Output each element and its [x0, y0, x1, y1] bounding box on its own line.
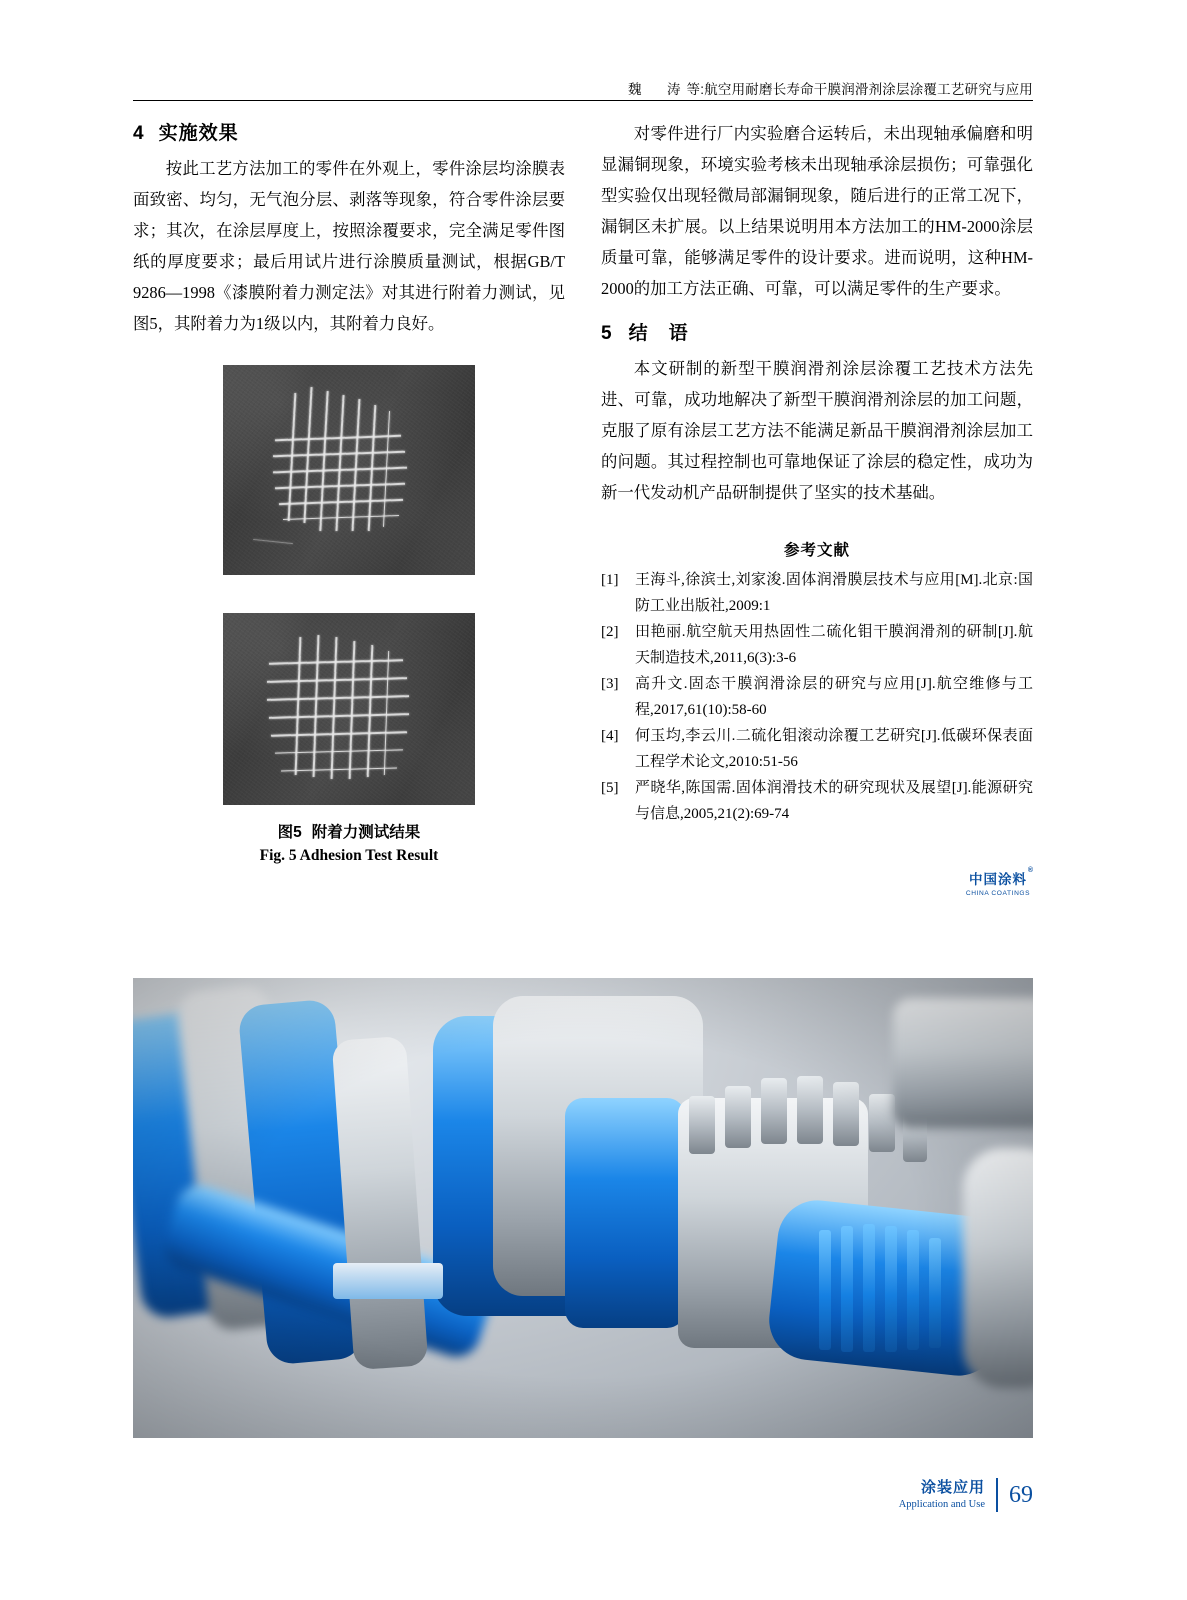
section-title-5: 结 语 — [628, 323, 689, 344]
paragraph-implementation-effect: 按此工艺方法加工的零件在外观上，零件涂层均涂膜表面致密、均匀，无气泡分层、剥落等现象，符合零件涂层要求；其次，在涂层厚度上，按照涂覆要求，完全满足零件图纸的厚度要求；最后用试片进行涂膜质量测试，根据GB/T 9286—1998《漆膜附着力测定法》对其进行附着力测试，见图5，其附着力为1级以内，其附着力良好。 — [133, 159, 565, 333]
footer-category — [899, 1479, 985, 1510]
illustration-plate-top-right — [893, 998, 1033, 1128]
left-column — [133, 118, 565, 867]
illustration-gear-tooth — [689, 1096, 715, 1154]
illustration-gear-tooth — [761, 1078, 787, 1144]
reference-text: 田艳丽.航空航天用热固性二硫化钼干膜润滑剂的研制[J].航天制造技术,2011,6(3):3-6 — [635, 624, 1033, 666]
reference-item — [601, 568, 1033, 619]
paragraph-test-results: 对零件进行厂内实验磨合运转后，未出现轴承偏磨和明显漏铜现象，环境实验考核未出现轴承涂层损伤；可靠强化型实验仅出现轻微局部漏铜现象，随后进行的正常工况下，漏铜区未扩展。以上结果说明用本方法加工的HM-2000涂层质量可靠，能够满足零件的设计要求。进而说明，这种HM-2000的加工方法正确、可靠，可以满足零件的生产要求。 — [601, 124, 1033, 298]
figure-5-image-2 — [223, 613, 475, 805]
illustration-spline-tooth — [863, 1224, 875, 1352]
figure-5-caption — [133, 821, 565, 867]
reference-item — [601, 620, 1033, 671]
figure-5-image-2-scratches — [223, 613, 475, 805]
figure-5-title-cn: 附着力测试结果 — [311, 824, 421, 841]
brand-name-cn — [969, 867, 1034, 888]
figure-5-title-en: Fig. 5 Adhesion Test Result — [259, 847, 439, 864]
running-header-title: 等:航空用耐磨长寿命干膜润滑剂涂层涂覆工艺研究与应用 — [686, 82, 1033, 97]
brand-name-cn-text: 中国涂料 — [969, 872, 1027, 887]
illustration-accent-tile — [333, 1263, 443, 1299]
figure-5-image-1 — [223, 365, 475, 575]
section-heading-4 — [133, 118, 565, 145]
illustration-gear-tooth — [869, 1094, 895, 1152]
trademark-icon: ® — [1027, 867, 1034, 874]
bottom-illustration — [133, 978, 1033, 1438]
reference-item — [601, 672, 1033, 723]
footer-category-cn: 涂装应用 — [920, 1479, 985, 1497]
running-header-author: 魏 涛 — [628, 82, 687, 97]
illustration-spline-tooth — [907, 1230, 919, 1350]
right-column — [601, 118, 1033, 828]
section-heading-5 — [601, 318, 1033, 345]
reference-text: 高升文.固态干膜润滑涂层的研究与应用[J].航空维修与工程,2017,61(10):58-60 — [635, 676, 1033, 718]
illustration-spline-tooth — [819, 1230, 831, 1350]
reference-number: [4] — [601, 728, 619, 744]
figure-5-image-1-scratches — [223, 365, 475, 575]
illustration-spline-tooth — [841, 1226, 853, 1352]
reference-text: 严晓华,陈国需.固体润滑技术的研究现状及展望[J].能源研究与信息,2005,21(2):69-74 — [635, 780, 1033, 822]
reference-item — [601, 724, 1033, 775]
reference-number: [2] — [601, 624, 619, 640]
references-heading: 参考文献 — [783, 542, 850, 559]
reference-text: 王海斗,徐滨士,刘家浚.固体润滑膜层技术与应用[M].北京:国防工业出版社,2009:1 — [635, 572, 1033, 614]
section-number-4: 4 — [133, 123, 145, 144]
illustration-block-blue — [565, 1098, 685, 1328]
footer-category-en: Application and Use — [898, 1498, 985, 1510]
paragraph-conclusion: 本文研制的新型干膜润滑剂涂层涂覆工艺技术方法先进、可靠，成功地解决了新型干膜润滑剂涂层的加工问题，克服了原有涂层工艺方法不能满足新品干膜润滑剂涂层加工的问题。其过程控制也可靠地保证了涂层的稳定性，成功为新一代发动机产品研制提供了坚实的技术基础。 — [601, 359, 1033, 502]
illustration-ring-right — [963, 1148, 1033, 1388]
figure-5-label: 图5 — [277, 824, 302, 841]
illustration-gear-tooth — [833, 1082, 859, 1146]
header-divider — [133, 100, 1033, 101]
page-number: 69 — [1009, 1481, 1033, 1508]
reference-text: 何玉均,李云川.二硫化钼滚动涂覆工艺研究[J].低碳环保表面工程学术论文,2010:51-56 — [635, 728, 1033, 770]
brand-name-en: CHINA COATINGS — [965, 890, 1031, 897]
illustration-spline-tooth — [885, 1226, 897, 1352]
reference-number: [1] — [601, 572, 619, 588]
reference-number: [5] — [601, 780, 619, 796]
illustration-gear-tooth — [725, 1086, 751, 1148]
illustration-spline-tooth — [929, 1238, 941, 1348]
illustration-gear-tooth — [797, 1076, 823, 1144]
china-coatings-logo — [960, 868, 1036, 897]
section-title-4: 实施效果 — [158, 123, 239, 144]
running-header — [133, 78, 1033, 98]
section-number-5: 5 — [601, 323, 613, 344]
reference-item — [601, 776, 1033, 827]
footer-divider — [996, 1478, 998, 1512]
page-footer — [133, 1478, 1033, 1522]
reference-number: [3] — [601, 676, 619, 692]
